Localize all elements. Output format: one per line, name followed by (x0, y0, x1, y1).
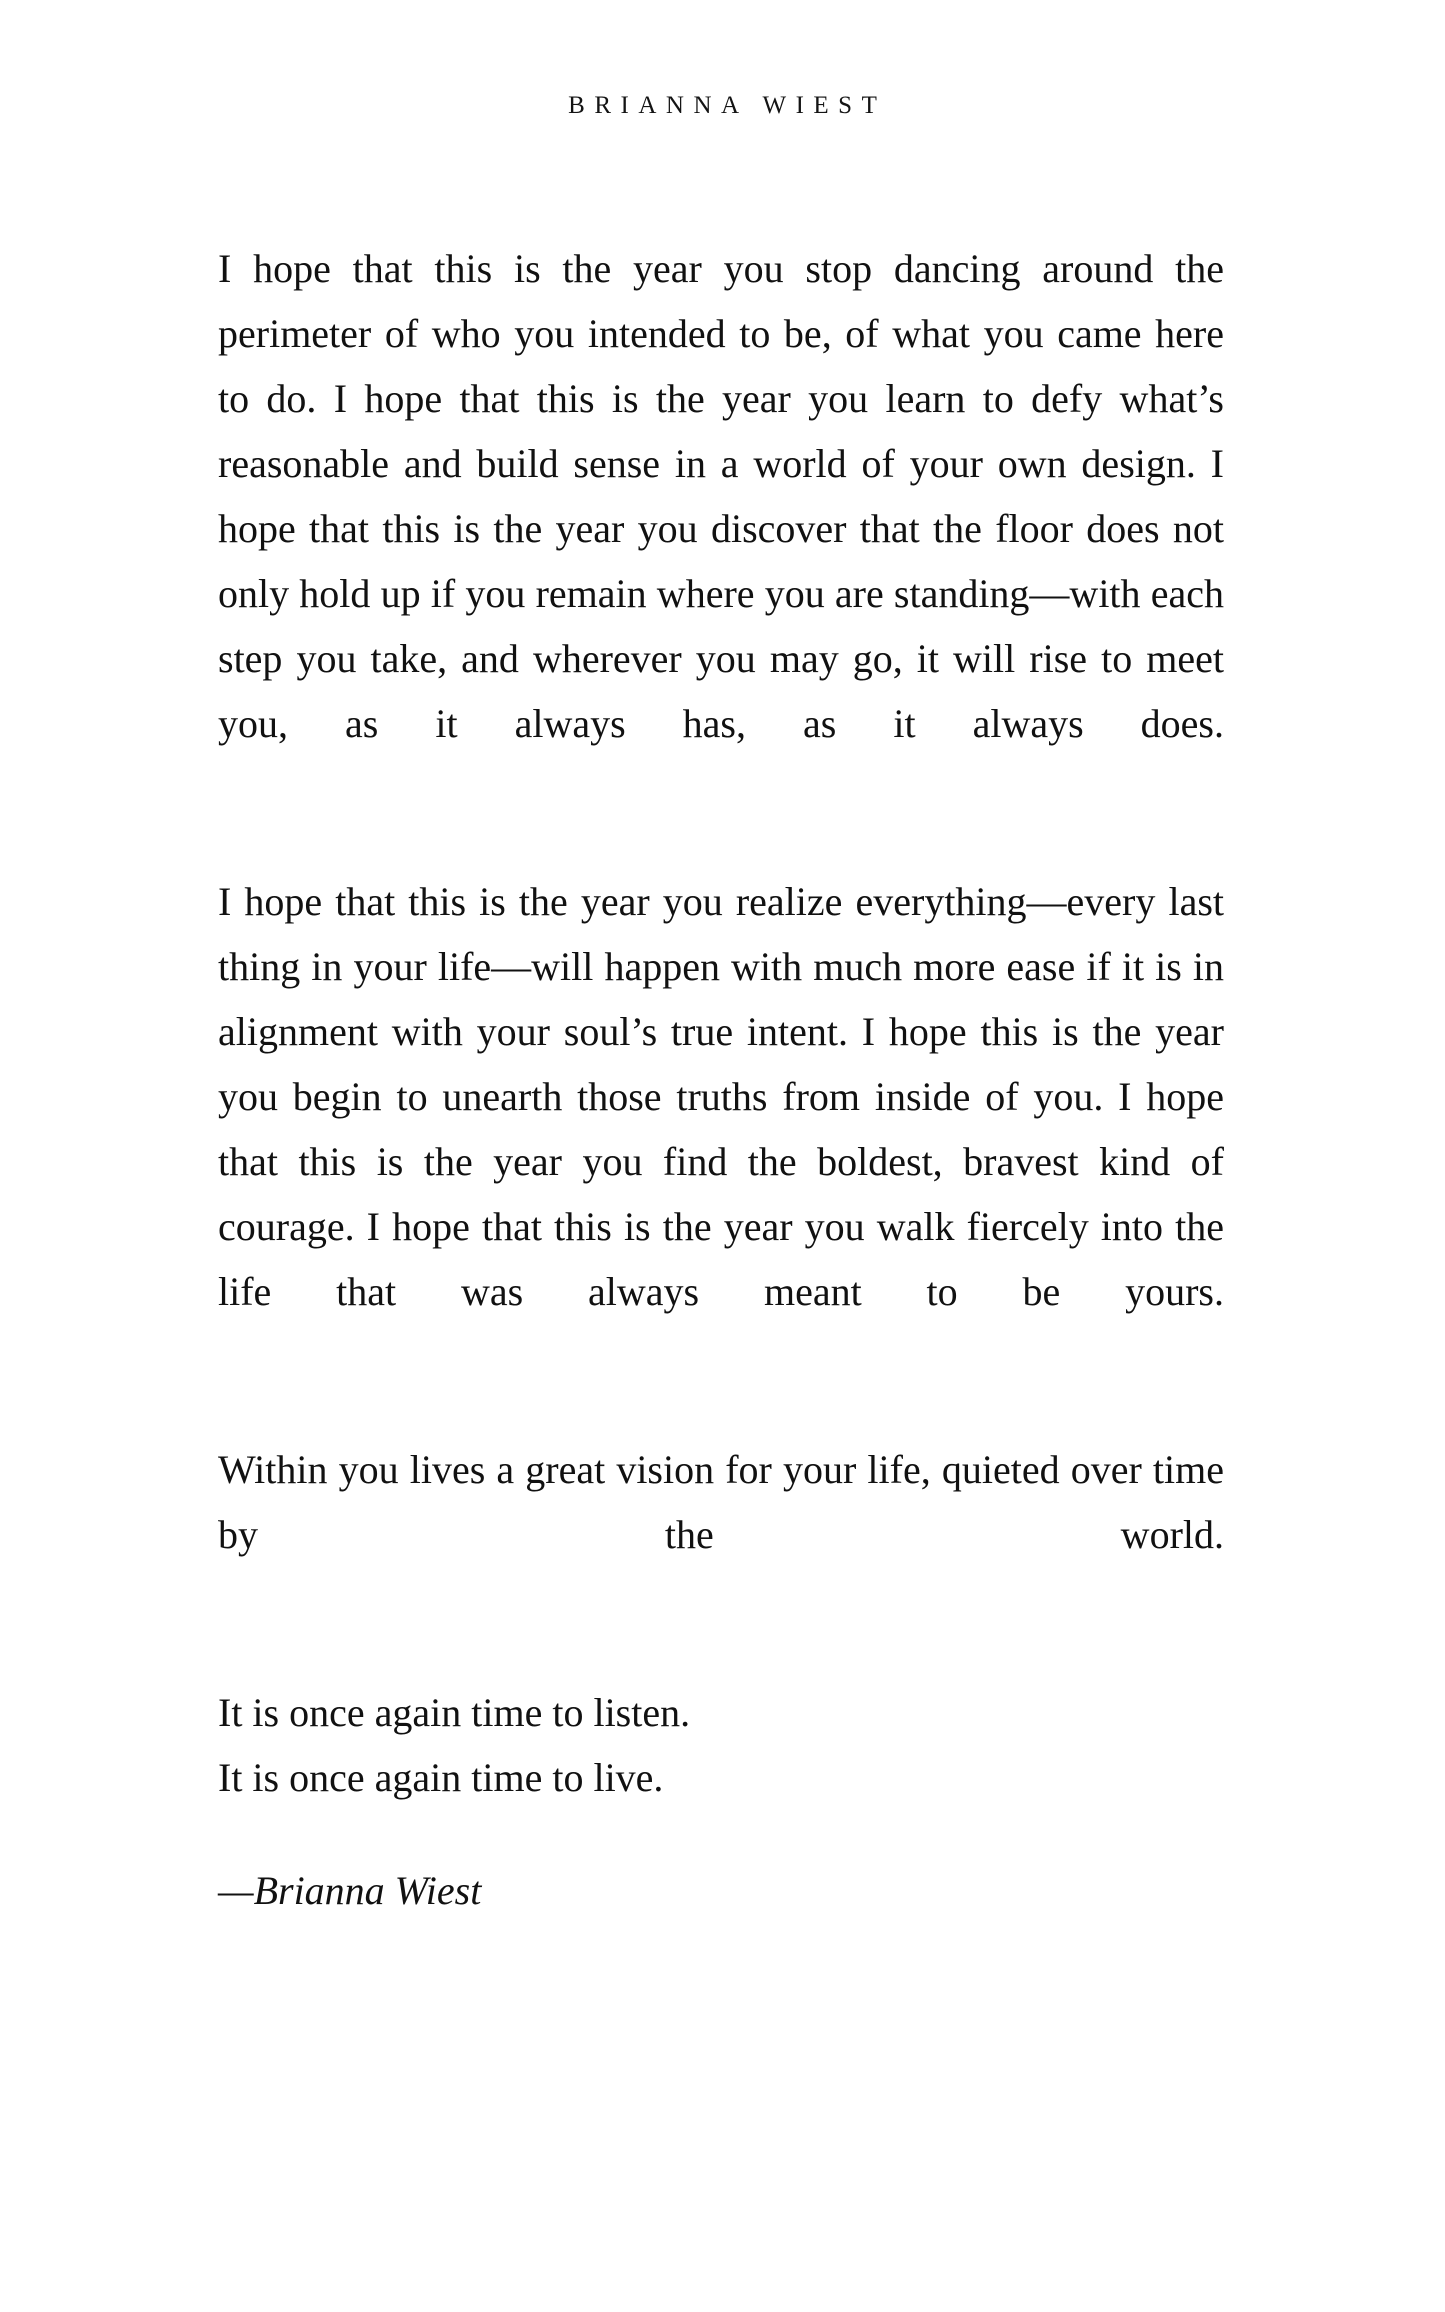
body-paragraph-1: I hope that this is the year you stop dancing around the perimeter of who you intended to be, of what you came here to do. I hope that this is the year you learn to defy what’s reasonable and build sense in a world of your own design. I hope that this is the year you discover that the floor does not only hold up if you remain where you are standing—with each step you take, and wherever you may go, it will rise to meet you, as it always has, as it always does. (218, 246, 1224, 746)
running-head: BRIANNA WIEST (568, 92, 887, 119)
body-paragraph-2: I hope that this is the year you realize everything—every last thing in your life—will happen with much more ease if it is in alignment with your soul’s true intent. I hope this is the year you begin to unearth those truths from inside of you. I hope that this is the year you find the boldest, bravest kind of courage. I hope that this is the year you walk fiercely into the life that was always meant to be yours. (218, 879, 1224, 1314)
body-paragraph-3: Within you lives a great vision for your life, quieted over time by the world. (218, 1447, 1224, 1557)
page-text-block (218, 236, 1224, 1923)
closing-lines (218, 1680, 1224, 1810)
closing-line-2: It is once again time to live. (218, 1755, 664, 1800)
closing-line-1: It is once again time to listen. (218, 1690, 691, 1735)
author-attribution: —Brianna Wiest (218, 1868, 482, 1913)
